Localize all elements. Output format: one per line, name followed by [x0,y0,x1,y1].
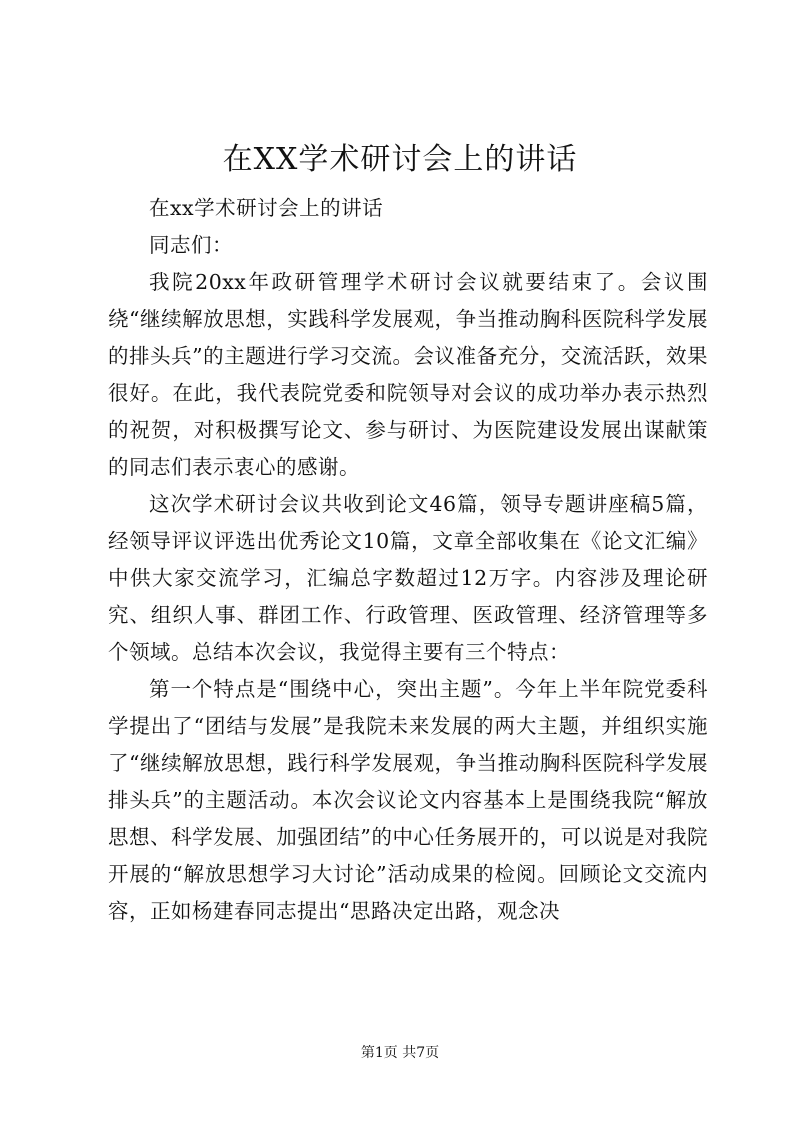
paragraph-opening: 我院20xx年政研管理学术研讨会议就要结束了。会议围绕“继续解放思想，实践科学发展观，争当推动胸科医院科学发展的排头兵”的主题进行学习交流。会议准备充分，交流活跃，效果很好。在此，我代表院党委和院领导对会议的成功举办表示热烈的祝贺，对积极撰写论文、参与研讨、为医院建设发展出谋献策的同志们表示衷心的感谢。 [108,270,708,479]
paragraph-salutation: 同志们： [149,233,233,257]
document-title: 在XX学术研讨会上的讲话 [222,142,578,177]
document-body [108,190,708,930]
paragraph-first-feature: 第一个特点是“围绕中心，突出主题”。今年上半年院党委科学提出了“团结与发展”是我院未来发展的两大主题，并组织实施了“继续解放思想，践行科学发展观，争当推动胸科医院科学发展排头兵”的主题活动。本次会议论文内容基本上是围绕我院“解放思想、科学发展、加强团结”的中心任务展开的，可以说是对我院开展的“解放思想学习大讨论”活动成果的检阅。回顾论文交流内容，正如杨建春同志提出“思路决定出路，观念决 [108,677,708,923]
paragraph-subtitle: 在xx学术研讨会上的讲话 [149,196,384,220]
page-number-footer: 第1页 共7页 [360,1045,440,1061]
paragraph-summary: 这次学术研讨会议共收到论文46篇，领导专题讲座稿5篇，经领导评议评选出优秀论文10篇，文章全部收集在《论文汇编》中供大家交流学习，汇编总字数超过12万字。内容涉及理论研究、组织人事、群团工作、行政管理、医政管理、经济管理等多个领域。总结本次会议，我觉得主要有三个特点： [108,492,708,664]
